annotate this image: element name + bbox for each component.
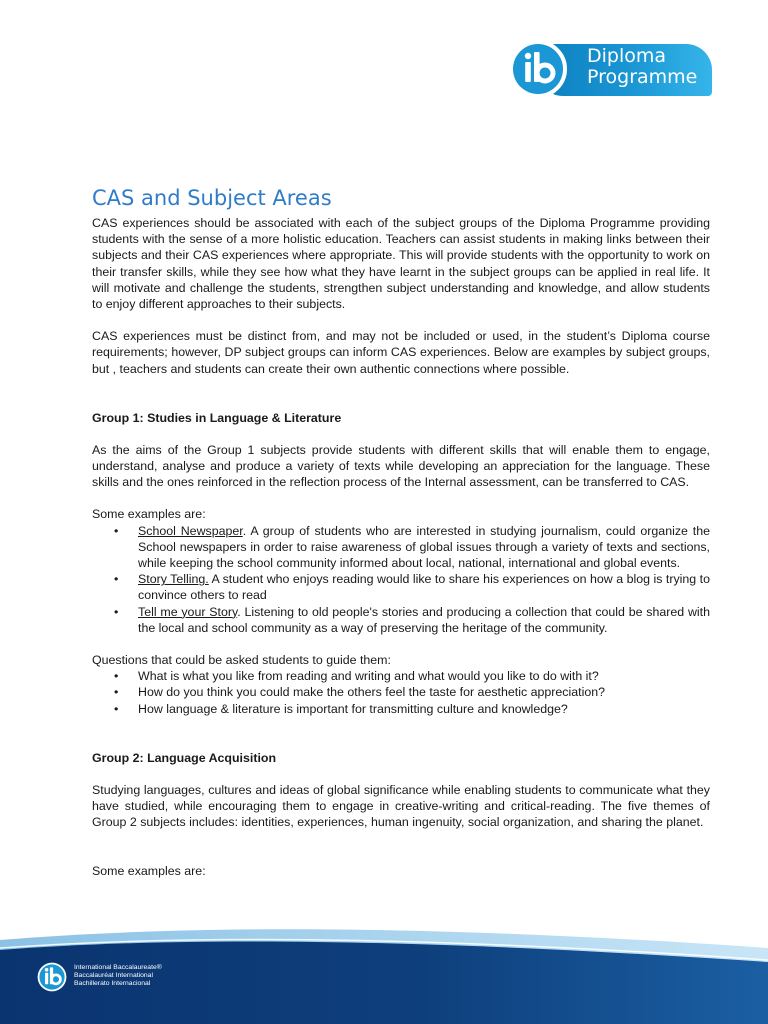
list-item [92,668,710,684]
group-1-questions-intro: Questions that could be asked students to guide them: [92,653,391,668]
footer-line-3: Bachillerato Internacional [74,980,151,987]
footer-line-2: Baccalauréat International [74,972,153,979]
group-2-examples-intro: Some examples are: [92,864,206,879]
intro-paragraph-1: CAS experiences should be associated with each of the subject groups of the Diploma Programme providing students with the sense of a more holistic education. Teachers can assist students in making links between their subjects and their CAS experiences where appropriate. This will provide students with the opportunity to work on their transfer skills, while they see how what they have learnt in the subject groups can be applied in real life. It will motivate and challenge the students, strengthen subject understanding and knowledge, and allow students to enjoy different approaches to their subjects. [92,216,710,312]
logo-line-1: Diploma [587,45,667,67]
footer-organization-names [74,964,162,988]
question-text: What is what you like from reading and writing and what would you like to do with it? [138,669,599,684]
list-item-text: . A group of students who are interested in studying journalism, could organize the School newspapers in order to raise awareness of global issues through a variety of texts and sections, while keeping the school community informed about local, national, international and global events. [138,523,710,571]
group-1-questions-list [92,668,710,717]
list-item [92,571,710,603]
bullet-icon: • [114,669,119,684]
ib-badge-icon [509,40,567,98]
logo-text [587,46,697,88]
question-text: How do you think you could make the others feel the taste for aesthetic appreciation? [138,685,605,700]
tell-me-your-story-link[interactable]: Tell me your Story [138,604,238,619]
list-item-text: . Listening to old people's stories and producing a collection that could be shared with the local and school community as a way of preserving the heritage of the community. [138,604,710,635]
list-item [92,523,710,572]
footer-line-1: International Baccalaureate® [74,964,162,971]
page-title: CAS and Subject Areas [92,186,332,210]
bullet-icon: • [114,685,119,700]
question-text: How language & literature is important for transmitting culture and knowledge? [138,701,568,716]
list-item-text: A student who enjoys reading would like to share his experiences on how a blog is trying to convince others to read [138,572,710,603]
group-2-heading: Group 2: Language Acquisition [92,750,277,765]
list-item [92,684,710,700]
story-telling-link[interactable]: Story Telling. [138,572,209,587]
footer-ib-icon [37,962,67,992]
bullet-icon: • [114,523,119,538]
intro-paragraph-2: CAS experiences must be distinct from, and may not be included or used, in the student’s Diploma course requirements; however, DP subject groups can inform CAS experiences. Below are examples by subject groups, but , teachers and students can create their own authentic connections where possible. [92,329,710,376]
bullet-icon: • [114,604,119,619]
list-item [92,604,710,636]
group-1-heading: Group 1: Studies in Language & Literature [92,410,342,425]
bullet-icon: • [114,701,119,716]
document-body [92,183,710,880]
ib-diploma-logo [509,40,714,102]
group-1-examples-intro: Some examples are: [92,507,206,522]
group-1-description: As the aims of the Group 1 subjects provide students with different skills that will enable them to engage, understand, analyse and produce a variety of texts while developing an appreciation for the language. These skills and the ones reinforced in the reflection process of the Internal assessment, can be transferred to CAS. [92,442,710,490]
school-newspaper-link[interactable]: School Newspaper [138,523,243,538]
group-2-description: Studying languages, cultures and ideas of global significance while enabling students to communicate what they have studied, while encouraging them to engage in creative-writing and critical-reading. The five themes of Group 2 subjects includes: identities, experiences, human ingenuity, social organization, and sharing the planet. [92,782,710,830]
bullet-icon: • [114,572,119,587]
list-item [92,701,710,717]
group-1-examples-list [92,523,710,636]
logo-line-2: Programme [587,66,698,88]
footer-wave [0,900,768,1024]
